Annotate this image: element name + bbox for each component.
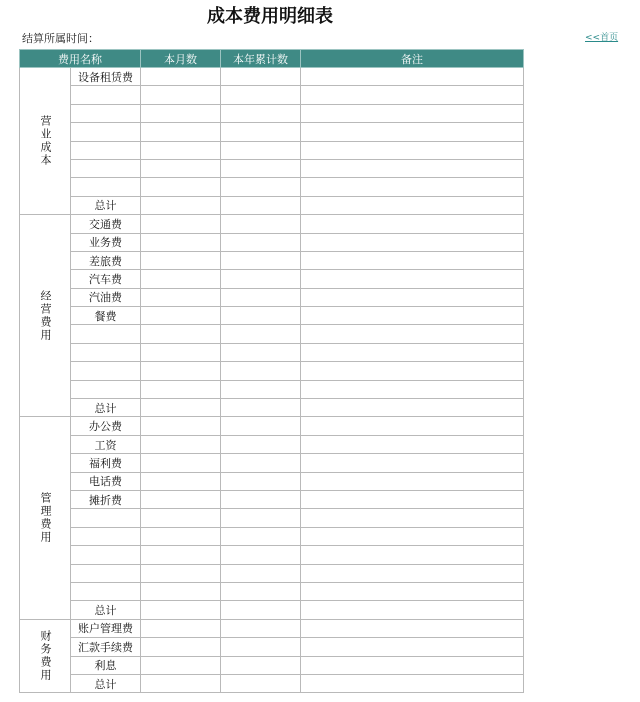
year-to-date-cell[interactable] bbox=[221, 674, 301, 692]
expense-name-cell[interactable] bbox=[71, 325, 141, 343]
year-to-date-cell[interactable] bbox=[221, 288, 301, 306]
this-month-cell[interactable] bbox=[141, 564, 221, 582]
remarks-cell[interactable] bbox=[301, 196, 524, 214]
table-row bbox=[20, 638, 524, 656]
year-to-date-cell[interactable] bbox=[221, 307, 301, 325]
settlement-period-label: 结算所属时间： bbox=[22, 32, 99, 45]
remarks-cell[interactable] bbox=[301, 86, 524, 104]
expense-name-cell[interactable] bbox=[71, 141, 141, 159]
expense-name-cell[interactable] bbox=[71, 362, 141, 380]
expense-name-cell[interactable]: 汽车费 bbox=[71, 270, 141, 288]
table-row bbox=[20, 380, 524, 398]
remarks-cell[interactable] bbox=[301, 104, 524, 122]
expense-name-cell[interactable]: 电话费 bbox=[71, 472, 141, 490]
expense-name-cell[interactable] bbox=[71, 104, 141, 122]
remarks-cell[interactable] bbox=[301, 509, 524, 527]
expense-name-cell[interactable]: 总计 bbox=[71, 674, 141, 692]
this-month-cell[interactable] bbox=[141, 674, 221, 692]
remarks-cell[interactable] bbox=[301, 601, 524, 619]
table-row bbox=[20, 307, 524, 325]
expense-name-cell[interactable] bbox=[71, 159, 141, 177]
year-to-date-cell[interactable] bbox=[221, 86, 301, 104]
remarks-cell[interactable] bbox=[301, 638, 524, 656]
table-row bbox=[20, 215, 524, 233]
table-row bbox=[20, 233, 524, 251]
expense-name-cell[interactable] bbox=[71, 123, 141, 141]
this-month-cell[interactable] bbox=[141, 159, 221, 177]
cost-detail-table bbox=[19, 49, 524, 693]
table-row bbox=[20, 196, 524, 214]
expense-name-cell[interactable]: 差旅费 bbox=[71, 251, 141, 269]
remarks-cell[interactable] bbox=[301, 490, 524, 508]
this-month-cell[interactable] bbox=[141, 343, 221, 361]
table-row bbox=[20, 472, 524, 490]
year-to-date-cell[interactable] bbox=[221, 233, 301, 251]
year-to-date-cell[interactable] bbox=[221, 196, 301, 214]
group-label: 营业成本 bbox=[20, 68, 71, 215]
table-row bbox=[20, 417, 524, 435]
expense-name-cell[interactable] bbox=[71, 178, 141, 196]
table-row bbox=[20, 435, 524, 453]
remarks-cell[interactable] bbox=[301, 307, 524, 325]
year-to-date-cell[interactable] bbox=[221, 490, 301, 508]
header-year-to-date: 本年累计数 bbox=[221, 50, 301, 68]
remarks-cell[interactable] bbox=[301, 141, 524, 159]
remarks-cell[interactable] bbox=[301, 674, 524, 692]
header-expense-name: 费用名称 bbox=[20, 50, 141, 68]
group-label: 经营费用 bbox=[20, 215, 71, 417]
table-row bbox=[20, 490, 524, 508]
year-to-date-cell[interactable] bbox=[221, 251, 301, 269]
table-row bbox=[20, 141, 524, 159]
expense-name-cell[interactable] bbox=[71, 582, 141, 600]
table-row bbox=[20, 86, 524, 104]
expense-name-cell[interactable]: 业务费 bbox=[71, 233, 141, 251]
year-to-date-cell[interactable] bbox=[221, 159, 301, 177]
year-to-date-cell[interactable] bbox=[221, 104, 301, 122]
this-month-cell[interactable] bbox=[141, 196, 221, 214]
expense-name-cell[interactable]: 办公费 bbox=[71, 417, 141, 435]
year-to-date-cell[interactable] bbox=[221, 509, 301, 527]
expense-name-cell[interactable]: 账户管理费 bbox=[71, 619, 141, 637]
expense-name-cell[interactable]: 汽油费 bbox=[71, 288, 141, 306]
year-to-date-cell[interactable] bbox=[221, 582, 301, 600]
this-month-cell[interactable] bbox=[141, 546, 221, 564]
remarks-cell[interactable] bbox=[301, 123, 524, 141]
year-to-date-cell[interactable] bbox=[221, 141, 301, 159]
expense-name-cell[interactable] bbox=[71, 86, 141, 104]
expense-name-cell[interactable]: 摊折费 bbox=[71, 490, 141, 508]
year-to-date-cell[interactable] bbox=[221, 472, 301, 490]
year-to-date-cell[interactable] bbox=[221, 215, 301, 233]
expense-name-cell[interactable]: 设备租赁费 bbox=[71, 68, 141, 86]
table-row bbox=[20, 546, 524, 564]
remarks-cell[interactable] bbox=[301, 472, 524, 490]
expense-name-cell[interactable] bbox=[71, 343, 141, 361]
remarks-cell[interactable] bbox=[301, 527, 524, 545]
this-month-cell[interactable] bbox=[141, 656, 221, 674]
this-month-cell[interactable] bbox=[141, 582, 221, 600]
year-to-date-cell[interactable] bbox=[221, 380, 301, 398]
remarks-cell[interactable] bbox=[301, 251, 524, 269]
this-month-cell[interactable] bbox=[141, 86, 221, 104]
this-month-cell[interactable] bbox=[141, 325, 221, 343]
table-row bbox=[20, 178, 524, 196]
header-row bbox=[20, 50, 524, 68]
expense-name-cell[interactable] bbox=[71, 546, 141, 564]
year-to-date-cell[interactable] bbox=[221, 601, 301, 619]
this-month-cell[interactable] bbox=[141, 454, 221, 472]
year-to-date-cell[interactable] bbox=[221, 619, 301, 637]
table-row bbox=[20, 68, 524, 86]
table-row bbox=[20, 674, 524, 692]
expense-name-cell[interactable]: 总计 bbox=[71, 399, 141, 417]
table-row bbox=[20, 343, 524, 361]
remarks-cell[interactable] bbox=[301, 417, 524, 435]
group-label: 财务费用 bbox=[20, 619, 71, 693]
expense-name-cell[interactable] bbox=[71, 564, 141, 582]
this-month-cell[interactable] bbox=[141, 141, 221, 159]
year-to-date-cell[interactable] bbox=[221, 399, 301, 417]
year-to-date-cell[interactable] bbox=[221, 656, 301, 674]
table-row bbox=[20, 104, 524, 122]
this-month-cell[interactable] bbox=[141, 68, 221, 86]
year-to-date-cell[interactable] bbox=[221, 343, 301, 361]
page-title: 成本费用明细表 bbox=[207, 6, 333, 27]
this-month-cell[interactable] bbox=[141, 601, 221, 619]
year-to-date-cell[interactable] bbox=[221, 546, 301, 564]
this-month-cell[interactable] bbox=[141, 472, 221, 490]
table-row bbox=[20, 123, 524, 141]
table-row bbox=[20, 270, 524, 288]
this-month-cell[interactable] bbox=[141, 380, 221, 398]
expense-name-cell[interactable]: 总计 bbox=[71, 196, 141, 214]
remarks-cell[interactable] bbox=[301, 270, 524, 288]
remarks-cell[interactable] bbox=[301, 343, 524, 361]
table-row bbox=[20, 251, 524, 269]
year-to-date-cell[interactable] bbox=[221, 435, 301, 453]
year-to-date-cell[interactable] bbox=[221, 270, 301, 288]
remarks-cell[interactable] bbox=[301, 619, 524, 637]
remarks-cell[interactable] bbox=[301, 325, 524, 343]
table-row bbox=[20, 656, 524, 674]
this-month-cell[interactable] bbox=[141, 362, 221, 380]
year-to-date-cell[interactable] bbox=[221, 417, 301, 435]
expense-name-cell[interactable]: 总计 bbox=[71, 601, 141, 619]
year-to-date-cell[interactable] bbox=[221, 454, 301, 472]
remarks-cell[interactable] bbox=[301, 656, 524, 674]
table-row bbox=[20, 509, 524, 527]
remarks-cell[interactable] bbox=[301, 564, 524, 582]
year-to-date-cell[interactable] bbox=[221, 123, 301, 141]
table-row bbox=[20, 159, 524, 177]
remarks-cell[interactable] bbox=[301, 288, 524, 306]
this-month-cell[interactable] bbox=[141, 270, 221, 288]
year-to-date-cell[interactable] bbox=[221, 527, 301, 545]
remarks-cell[interactable] bbox=[301, 159, 524, 177]
header-remarks: 备注 bbox=[301, 50, 524, 68]
this-month-cell[interactable] bbox=[141, 527, 221, 545]
remarks-cell[interactable] bbox=[301, 215, 524, 233]
this-month-cell[interactable] bbox=[141, 435, 221, 453]
year-to-date-cell[interactable] bbox=[221, 638, 301, 656]
table-row bbox=[20, 582, 524, 600]
table-row bbox=[20, 399, 524, 417]
this-month-cell[interactable] bbox=[141, 417, 221, 435]
this-month-cell[interactable] bbox=[141, 509, 221, 527]
remarks-cell[interactable] bbox=[301, 546, 524, 564]
home-link[interactable]: <<首页 bbox=[585, 33, 619, 43]
remarks-cell[interactable] bbox=[301, 362, 524, 380]
this-month-cell[interactable] bbox=[141, 215, 221, 233]
remarks-cell[interactable] bbox=[301, 178, 524, 196]
this-month-cell[interactable] bbox=[141, 123, 221, 141]
table-row bbox=[20, 527, 524, 545]
table-row bbox=[20, 362, 524, 380]
year-to-date-cell[interactable] bbox=[221, 178, 301, 196]
remarks-cell[interactable] bbox=[301, 233, 524, 251]
table-row bbox=[20, 601, 524, 619]
table-row bbox=[20, 564, 524, 582]
this-month-cell[interactable] bbox=[141, 233, 221, 251]
expense-name-cell[interactable] bbox=[71, 527, 141, 545]
expense-name-cell[interactable]: 餐费 bbox=[71, 307, 141, 325]
expense-name-cell[interactable] bbox=[71, 509, 141, 527]
this-month-cell[interactable] bbox=[141, 638, 221, 656]
year-to-date-cell[interactable] bbox=[221, 325, 301, 343]
table-row bbox=[20, 325, 524, 343]
year-to-date-cell[interactable] bbox=[221, 362, 301, 380]
year-to-date-cell[interactable] bbox=[221, 564, 301, 582]
remarks-cell[interactable] bbox=[301, 454, 524, 472]
group-label: 管理费用 bbox=[20, 417, 71, 619]
this-month-cell[interactable] bbox=[141, 307, 221, 325]
table-row bbox=[20, 288, 524, 306]
this-month-cell[interactable] bbox=[141, 104, 221, 122]
year-to-date-cell[interactable] bbox=[221, 68, 301, 86]
this-month-cell[interactable] bbox=[141, 251, 221, 269]
header-this-month: 本月数 bbox=[141, 50, 221, 68]
expense-name-cell[interactable]: 交通费 bbox=[71, 215, 141, 233]
remarks-cell[interactable] bbox=[301, 435, 524, 453]
remarks-cell[interactable] bbox=[301, 399, 524, 417]
this-month-cell[interactable] bbox=[141, 178, 221, 196]
this-month-cell[interactable] bbox=[141, 619, 221, 637]
table-row bbox=[20, 619, 524, 637]
remarks-cell[interactable] bbox=[301, 68, 524, 86]
expense-name-cell[interactable] bbox=[71, 380, 141, 398]
expense-name-cell[interactable]: 工资 bbox=[71, 435, 141, 453]
remarks-cell[interactable] bbox=[301, 380, 524, 398]
this-month-cell[interactable] bbox=[141, 399, 221, 417]
this-month-cell[interactable] bbox=[141, 288, 221, 306]
table-row bbox=[20, 454, 524, 472]
remarks-cell[interactable] bbox=[301, 582, 524, 600]
expense-name-cell[interactable]: 福利费 bbox=[71, 454, 141, 472]
expense-name-cell[interactable]: 汇款手续费 bbox=[71, 638, 141, 656]
expense-name-cell[interactable]: 利息 bbox=[71, 656, 141, 674]
this-month-cell[interactable] bbox=[141, 490, 221, 508]
